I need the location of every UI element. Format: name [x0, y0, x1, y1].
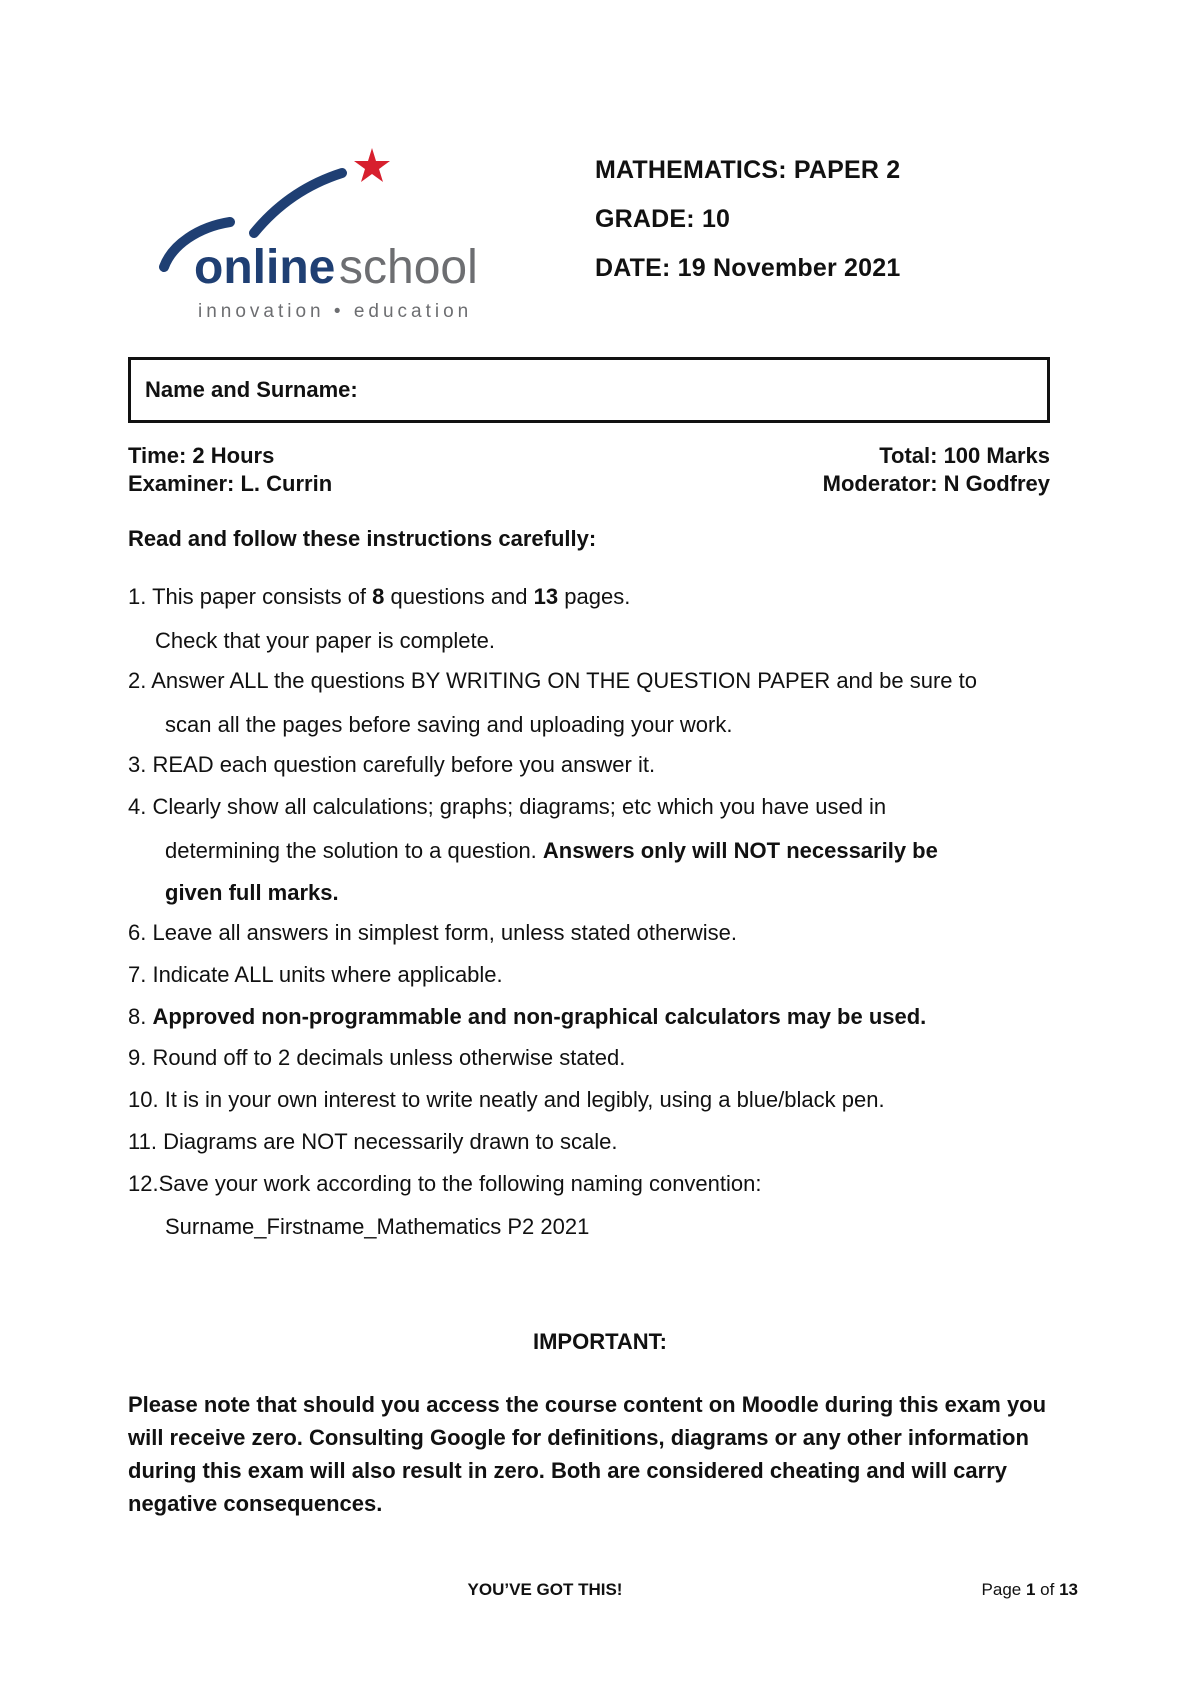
moderator-info: Moderator: N Godfrey — [822, 471, 1050, 496]
instruction-1 — [128, 586, 630, 608]
page-total: 13 — [1059, 1580, 1078, 1599]
subject-title: MATHEMATICS: PAPER 2 — [595, 156, 901, 184]
name-surname-field[interactable] — [128, 357, 1050, 423]
instruction-1-continued: Check that your paper is complete. — [155, 628, 495, 653]
instruction-8-number: 8. — [128, 1004, 153, 1029]
instruction-4: 4. Clearly show all calculations; graphs; diagrams; etc which you have used in — [128, 794, 887, 819]
total-info: Total: 100 Marks — [879, 443, 1050, 468]
instruction-1-text: 1. This paper consists of — [128, 584, 373, 609]
instruction-3: 3. READ each question carefully before you answer it. — [128, 752, 656, 777]
name-surname-label: Name and Surname: — [145, 377, 358, 402]
instruction-2: 2. Answer ALL the questions BY WRITING ON THE QUESTION PAPER and be sure to — [128, 668, 977, 693]
instruction-1-text: pages. — [558, 584, 631, 609]
page-number: 1 — [1025, 1580, 1036, 1599]
logo-brand-light: school — [339, 241, 478, 294]
star-icon — [354, 148, 390, 182]
page-of: of — [1035, 1580, 1060, 1599]
important-heading: IMPORTANT: — [532, 1329, 668, 1354]
instruction-4-text: determining the solution to a question. — [165, 838, 543, 863]
page-count: 13 — [533, 584, 559, 609]
grade-title: GRADE: 10 — [595, 205, 731, 233]
question-count: 8 — [372, 584, 385, 609]
time-info: Time: 2 Hours — [128, 443, 275, 468]
date-title: DATE: 19 November 2021 — [595, 254, 901, 282]
instruction-8-text: Approved non-programmable and non-graphical calculators may be used. — [152, 1004, 927, 1029]
instruction-12: 12.Save your work according to the following naming convention: — [128, 1171, 762, 1196]
instruction-7: 7. Indicate ALL units where applicable. — [128, 962, 503, 987]
instruction-4-emphasis: Answers only will NOT necessarily be — [542, 838, 938, 863]
instruction-10: 10. It is in your own interest to write neatly and legibly, using a blue/black pen. — [128, 1087, 885, 1112]
instruction-11: 11. Diagrams are NOT necessarily drawn to scale. — [128, 1129, 618, 1154]
onlineschool-logo — [150, 140, 490, 330]
instruction-6: 6. Leave all answers in simplest form, unless stated otherwise. — [128, 920, 737, 945]
instruction-4-continued — [165, 838, 938, 864]
logo-graphic — [150, 140, 490, 330]
instructions-title: Read and follow these instructions carefully: — [128, 526, 597, 551]
important-notice: Please note that should you access the course content on Moodle during this exam you will receive zero. Consulting Google for definitions, diagrams or any other information during this exam will also result in zero. Both are considered cheating and will carry negative consequences. — [128, 1392, 1047, 1516]
footer-slogan: YOU’VE GOT THIS! — [467, 1580, 623, 1599]
naming-convention: Surname_Firstname_Mathematics P2 2021 — [165, 1214, 590, 1239]
page-indicator — [982, 1580, 1078, 1600]
examiner-info: Examiner: L. Currin — [128, 471, 333, 496]
logo-tagline: innovation • education — [198, 301, 473, 322]
page-prefix: Page — [981, 1580, 1026, 1599]
instruction-1-text: questions and — [384, 584, 534, 609]
instruction-9: 9. Round off to 2 decimals unless otherwise stated. — [128, 1045, 626, 1070]
logo-swoosh-large — [254, 173, 342, 233]
instruction-4-continued-2: given full marks. — [165, 880, 339, 905]
instruction-2-continued: scan all the pages before saving and uploading your work. — [165, 712, 733, 737]
logo-brand-bold: online — [194, 241, 336, 294]
instruction-8 — [128, 1006, 926, 1028]
